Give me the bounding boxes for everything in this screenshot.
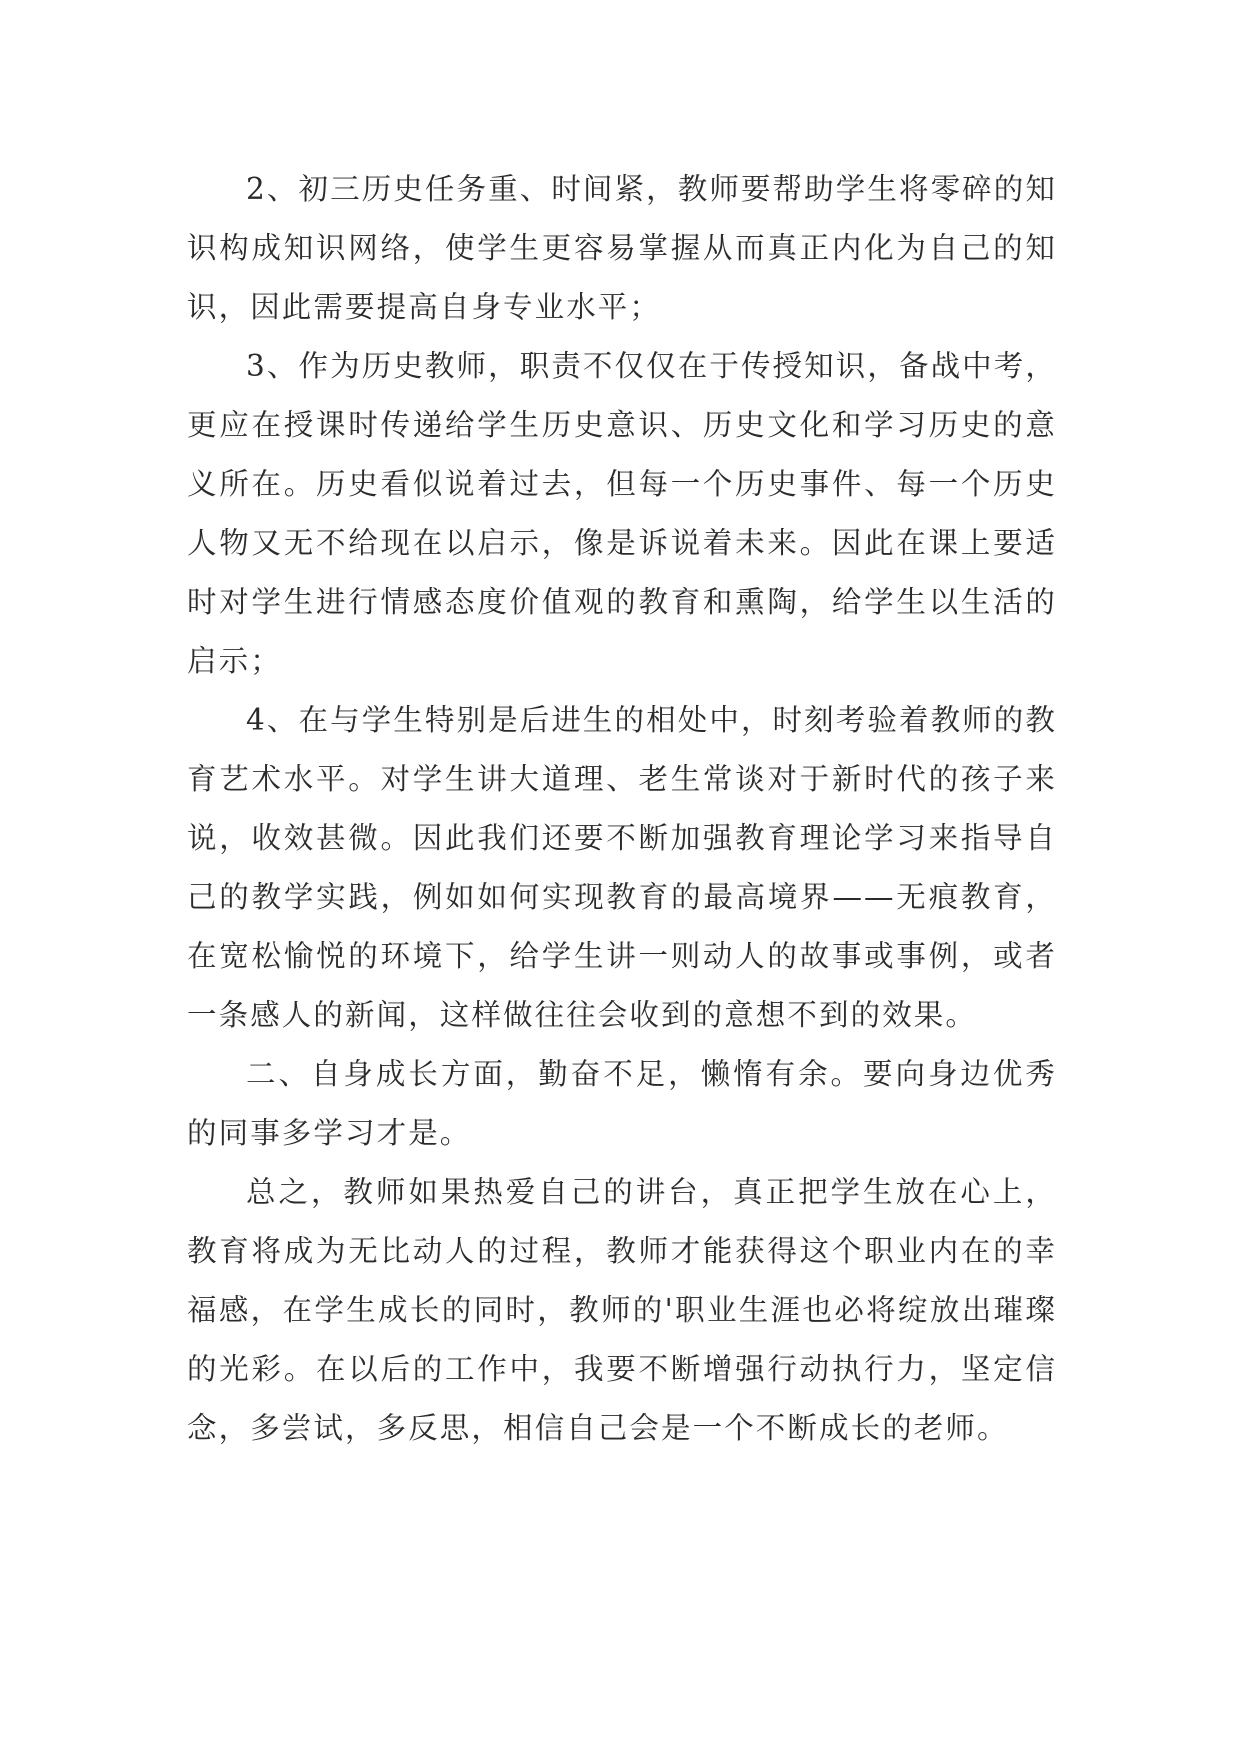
paragraph-conclusion: 总之，教师如果热爱自己的讲台，真正把学生放在心上，教育将成为无比动人的过程，教师才能获得这个职业内在的幸福感，在学生成长的同时，教师的'职业生涯也必将绽放出璀璨的光彩。在以后的工作中，我要不断增强行动执行力，坚定信念，多尝试，多反思，相信自己会是一个不断成长的老师。: [187, 1175, 1057, 1445]
paragraph-item-3: 3、作为历史教师，职责不仅仅在于传授知识，备战中考，更应在授课时传递给学生历史意识、历史文化和学习历史的意义所在。历史看似说着过去，但每一个历史事件、每一个历史人物又无不给现在以启示，像是诉说着未来。因此在课上要适时对学生进行情感态度价值观的教育和熏陶，给学生以生活的启示；: [187, 349, 1057, 678]
paragraph-item-4: 4、在与学生特别是后进生的相处中，时刻考验着教师的教育艺术水平。对学生讲大道理、老生常谈对于新时代的孩子来说，收效甚微。因此我们还要不断加强教育理论学习来指导自己的教学实践，例如如何实现教育的最高境界——无痕教育，在宽松愉悦的环境下，给学生讲一则动人的故事或事例，或者一条感人的新闻，这样做往往会收到的意想不到的效果。: [187, 703, 1057, 1032]
paragraph-section-2: 二、自身成长方面，勤奋不足，懒惰有余。要向身边优秀的同事多学习才是。: [187, 1057, 1057, 1150]
paragraph-item-2: 2、初三历史任务重、时间紧，教师要帮助学生将零碎的知识构成知识网络，使学生更容易掌握从而真正内化为自己的知识，因此需要提高自身专业水平；: [187, 172, 1057, 324]
document-body: [187, 160, 1057, 1458]
